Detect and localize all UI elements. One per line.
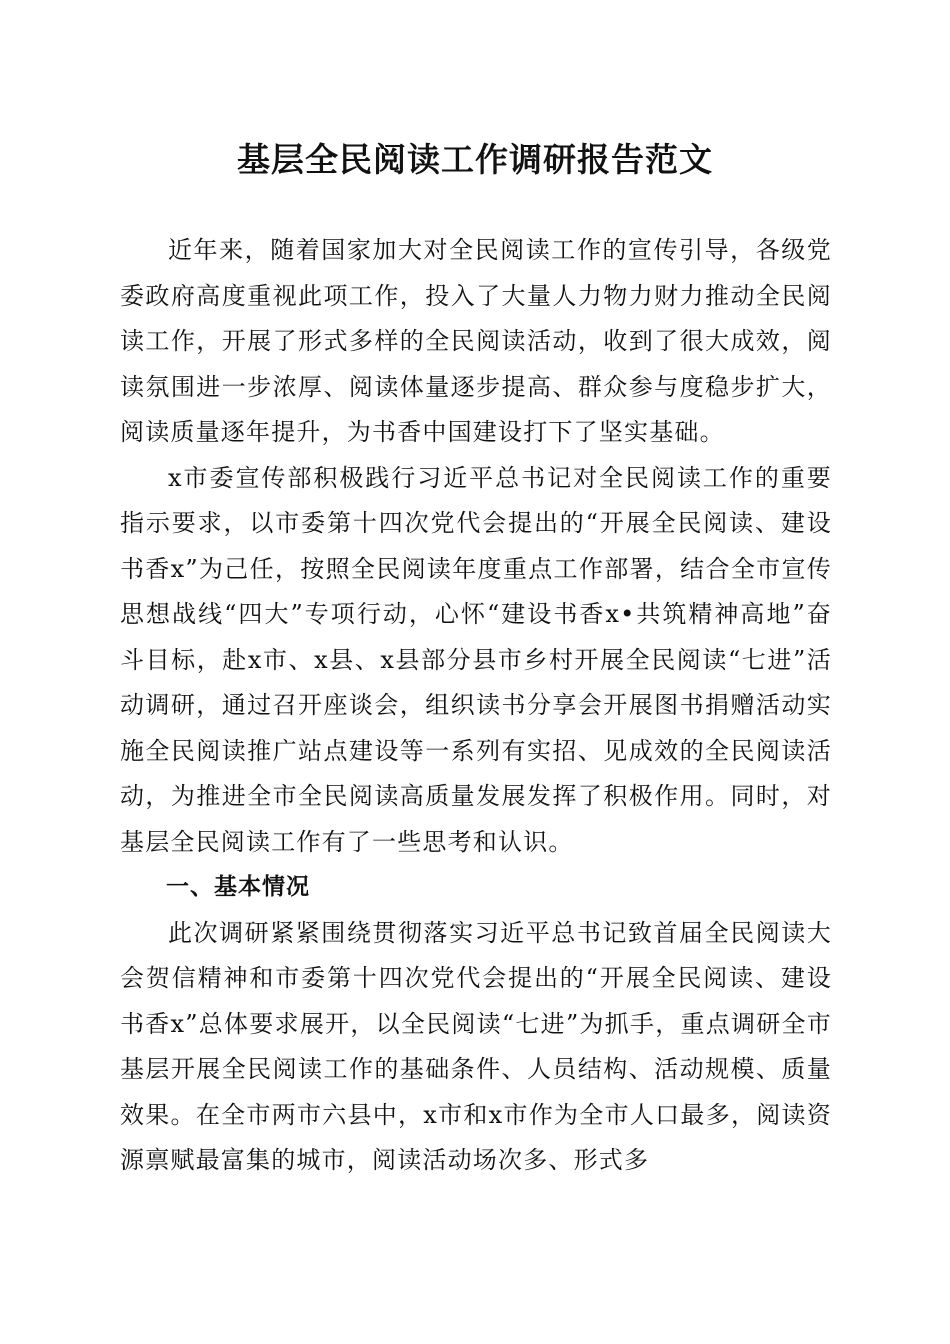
intro-paragraph: 近年来，随着国家加大对全民阅读工作的宣传引导，各级党委政府高度重视此项工作，投入了大量人力物力财力推动全民阅读工作，开展了形式多样的全民阅读活动，收到了很大成效，阅读氛围进一步浓厚、阅读体量逐步提高、群众参与度稳步扩大，阅读质量逐年提升，为书香中国建设打下了坚实基础。 [120,236,832,446]
section-paragraph: 此次调研紧紧围绕贯彻落实习近平总书记致首届全民阅读大会贺信精神和市委第十四次党代会提出的“开展全民阅读、建设书香x”总体要求展开，以全民阅读“七进”为抓手，重点调研全市基层开展全民阅读工作的基础条件、人员结构、活动规模、质量效果。在全市两市六县中，x市和x市作为全市人口最多，阅读资源禀赋最富集的城市，阅读活动场次多、形式多 [120,918,832,1174]
background-paragraph: x市委宣传部积极践行习近平总书记对全民阅读工作的重要指示要求，以市委第十四次党代会提出的“开展全民阅读、建设书香x”为己任，按照全民阅读年度重点工作部署，结合全市宣传思想战线“四大”专项行动，心怀“建设书香x•共筑精神高地”奋斗目标，赴x市、x县、x县部分县市乡村开展全民阅读“七进”活动调研，通过召开座谈会，组织读书分享会开展图书捐赠活动实施全民阅读推广站点建设等一系列有实招、见成效的全民阅读活动，为推进全市全民阅读高质量发展发挥了积极作用。同时，对基层全民阅读工作有了一些思考和认识。 [120,463,832,856]
document-body [120,228,832,1184]
section-heading: 一、基本情况 [166,874,310,900]
document-title: 基层全民阅读工作调研报告范文 [237,140,713,179]
